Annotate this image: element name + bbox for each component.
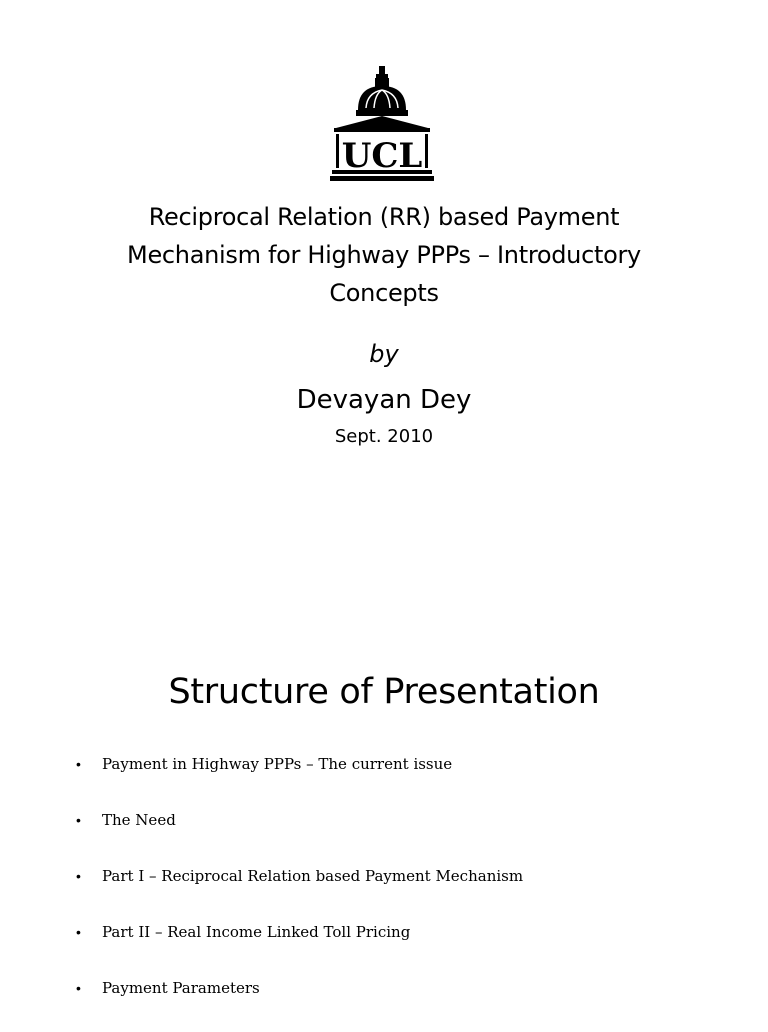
by-label: by — [369, 340, 399, 368]
svg-text:UCL: UCL — [341, 136, 423, 176]
list-item-text: Part I – Reciprocal Relation based Payment Mechanism — [102, 867, 524, 885]
list-item — [70, 752, 523, 808]
bullet-icon: • — [76, 924, 81, 940]
presentation-date: Sept. 2010 — [334, 426, 434, 447]
list-item — [70, 864, 523, 920]
title-line-2: Mechanism for Highway PPPs – Introductory — [127, 241, 641, 269]
title-line-3: Concepts — [329, 279, 439, 307]
title-line-1: Reciprocal Relation (RR) based Payment — [148, 203, 620, 231]
bullet-icon: • — [76, 812, 81, 828]
structure-list — [70, 752, 523, 1032]
bullet-icon: • — [76, 868, 81, 884]
author-name: Devayan Dey — [296, 385, 472, 415]
structure-heading: Structure of Presentation — [168, 672, 600, 712]
list-item-text: Payment in Highway PPPs – The current issue — [102, 755, 453, 773]
list-item-text: Payment Parameters — [102, 979, 260, 997]
list-item — [70, 920, 523, 976]
ucl-logo — [330, 66, 434, 182]
list-item — [70, 808, 523, 864]
bullet-icon: • — [76, 980, 81, 996]
presentation-title — [80, 198, 688, 312]
ucl-dome-icon — [330, 66, 434, 182]
bullet-icon: • — [76, 756, 81, 772]
structure-slide — [0, 520, 768, 1024]
list-item-text: The Need — [102, 811, 176, 829]
list-item-text: Part II – Real Income Linked Toll Pricing — [102, 923, 411, 941]
